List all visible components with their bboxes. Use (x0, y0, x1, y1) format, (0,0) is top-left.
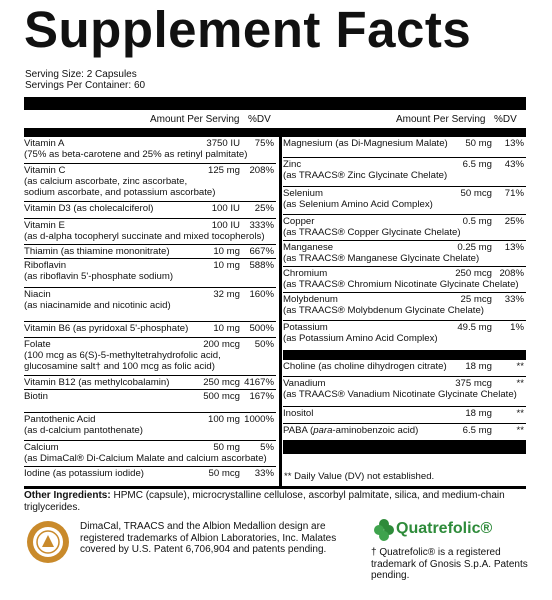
nutrient-amount: 50 mg (213, 442, 240, 453)
nutrient-dv: 1000% (244, 414, 274, 425)
nutrient-row (24, 337, 276, 375)
nutrient-dv: 33% (254, 468, 274, 479)
nutrient-name: Vitamin B12 (as methylcobalamin) (24, 377, 170, 388)
nutrient-name: Vitamin D3 (as cholecalciferol) (24, 203, 154, 214)
panel-bottom-rule (24, 486, 526, 489)
albion-trademark-text: DimaCal, TRAACS and the Albion Medallion design are registered trademarks of Albion Laboratories, Inc. Malates covered by U.S. Patent 6,706,904 and patents pending. (80, 521, 337, 555)
nutrient-dv: 33% (504, 294, 524, 305)
nutrient-amount: 6.5 mg (462, 425, 492, 436)
nutrient-dv: 43% (504, 159, 524, 170)
nutrient-dv: 667% (249, 246, 274, 257)
nutrient-amount: 0.5 mg (462, 216, 492, 227)
nutrient-amount: 125 mg (208, 165, 240, 176)
nutrient-dv: 50% (254, 339, 274, 350)
other-ingredients-text: HPMC (capsule), microcrystalline cellulose, ascorbyl palmitate, silica, and medium-chain triglycerides. (24, 490, 505, 513)
nutrient-row (24, 258, 276, 287)
nutrient-dv: 75% (254, 138, 274, 149)
bottom-divider (283, 440, 526, 454)
nutrient-name: Magnesium (as Di-Magnesium Malate) (283, 138, 448, 149)
nutrient-amount: 49.5 mg (457, 322, 492, 333)
nutrient-dv: ** (516, 378, 524, 389)
nutrient-source: (as Potassium Amino Acid Complex) (283, 333, 438, 344)
nutrient-row (24, 389, 276, 412)
nutrient-row (283, 423, 526, 440)
nutrient-dv: 25% (254, 203, 274, 214)
nutrient-row (283, 157, 526, 186)
nutrient-dv: 333% (249, 220, 274, 231)
section-divider (283, 350, 526, 360)
nutrient-name: Molybdenum (283, 294, 338, 305)
nutrient-dv: ** (516, 361, 524, 372)
nutrient-amount: 50 mcg (208, 468, 240, 479)
nutrient-amount: 100 IU (211, 220, 240, 231)
nutrient-amount: 50 mcg (460, 188, 492, 199)
nutrient-amount: 18 mg (465, 361, 492, 372)
nutrient-name: Vitamin C (24, 165, 66, 176)
nutrient-dv: 208% (249, 165, 274, 176)
nutrient-amount: 500 mcg (203, 391, 240, 402)
nutrient-row (283, 240, 526, 266)
nutrient-amount: 10 mg (213, 323, 240, 334)
quatrefolic-name: Quatrefolic® (396, 520, 493, 537)
nutrient-source: (as TRAACS® Chromium Nicotinate Glycinate Chelate) (283, 279, 519, 290)
nutrient-row (283, 320, 526, 350)
nutrient-name: Calcium (24, 442, 59, 453)
nutrient-name: Inositol (283, 408, 314, 419)
other-ingredients-label: Other Ingredients: (24, 490, 111, 501)
nutrient-row (283, 137, 526, 157)
serving-size: Serving Size: 2 Capsules (25, 69, 137, 80)
nutrient-dv: 167% (249, 391, 274, 402)
nutrient-source: (as Selenium Amino Acid Complex) (283, 199, 433, 210)
nutrient-dv: 160% (249, 289, 274, 300)
nutrient-row (283, 376, 526, 406)
column-divider (279, 129, 282, 487)
nutrient-source: (75% as beta-carotene and 25% as retinyl palmitate) (24, 149, 248, 160)
nutrient-amount: 10 mg (213, 246, 240, 257)
serving-info (25, 69, 145, 91)
nutrient-source: (as TRAACS® Copper Glycinate Chelate) (283, 227, 461, 238)
nutrient-name: Choline (as choline dihydrogen citrate) (283, 361, 447, 372)
nutrient-dv: ** (516, 408, 524, 419)
nutrient-amount: 18 mg (465, 408, 492, 419)
header-divider (24, 128, 526, 137)
nutrient-name: Iodine (as potassium iodide) (24, 468, 144, 479)
nutrient-dv: 71% (504, 188, 524, 199)
nutrient-name: Copper (283, 216, 315, 227)
left-amount-header: Amount Per Serving (150, 114, 240, 125)
nutrient-name: Niacin (24, 289, 51, 300)
right-amount-header: Amount Per Serving (396, 114, 486, 125)
nutrient-amount: 25 mcg (460, 294, 492, 305)
nutrient-amount: 200 mcg (203, 339, 240, 350)
nutrient-row (24, 201, 276, 218)
nutrient-name: Vitamin A (24, 138, 65, 149)
left-dv-header: %DV (248, 114, 271, 125)
nutrient-row (283, 360, 526, 376)
nutrient-name: Chromium (283, 268, 328, 279)
nutrient-amount: 375 mcg (455, 378, 492, 389)
nutrient-row (283, 214, 526, 240)
nutrient-amount: 250 mcg (455, 268, 492, 279)
thick-divider (24, 97, 526, 110)
nutrient-dv: 13% (504, 138, 524, 149)
nutrient-name: Vanadium (283, 378, 326, 389)
nutrient-source: (as TRAACS® Molybdenum Glycinate Chelate) (283, 305, 484, 316)
nutrient-row (24, 375, 276, 389)
nutrient-row (24, 466, 276, 486)
nutrient-amount: 10 mg (213, 260, 240, 271)
nutrient-source-line2: sodium ascorbate, and potassium ascorbate) (24, 187, 216, 198)
nutrient-name: PABA (para-aminobenzoic acid) (283, 425, 419, 436)
nutrient-amount: 32 mg (213, 289, 240, 300)
nutrient-source: (as riboflavin 5'-phosphate sodium) (24, 271, 174, 282)
albion-medallion-icon (26, 520, 70, 564)
nutrient-source: (as TRAACS® Manganese Glycinate Chelate) (283, 253, 480, 264)
nutrient-source: (as d-alpha tocopheryl succinate and mixed tocopherols) (24, 231, 265, 242)
servings-per-container: Servings Per Container: 60 (25, 80, 146, 91)
quatrefolic-note: † Quatrefolic® is a registered trademark of Gnosis S.p.A. Patents pending. (371, 547, 528, 581)
nutrient-row (24, 287, 276, 321)
nutrient-amount: 0.25 mg (457, 242, 492, 253)
nutrient-source: (as calcium ascorbate, zinc ascorbate, (24, 176, 188, 187)
nutrient-name: Zinc (283, 159, 302, 170)
nutrient-row (24, 321, 276, 337)
nutrient-source: (100 mcg as 6(S)-5-methyltetrahydrofolic acid, (24, 350, 221, 361)
nutrient-amount: 100 mg (208, 414, 240, 425)
nutrient-row (24, 163, 276, 201)
nutrient-row (24, 244, 276, 258)
nutrient-name: Thiamin (as thiamine mononitrate) (24, 246, 170, 257)
nutrient-name: Vitamin E (24, 220, 65, 231)
nutrient-dv: 13% (504, 242, 524, 253)
nutrient-source: (as TRAACS® Zinc Glycinate Chelate) (283, 170, 448, 181)
nutrient-amount: 100 IU (211, 203, 240, 214)
nutrient-name: Pantothenic Acid (24, 414, 96, 425)
nutrient-row (24, 137, 276, 163)
nutrient-row (283, 406, 526, 423)
nutrient-dv: 208% (499, 268, 524, 279)
nutrient-name: Selenium (283, 188, 323, 199)
nutrient-dv: ** (516, 425, 524, 436)
nutrient-name: Folate (24, 339, 51, 350)
dv-note: ** Daily Value (DV) not established. (284, 471, 435, 482)
nutrient-dv: 25% (504, 216, 524, 227)
nutrient-source: (as TRAACS® Vanadium Nicotinate Glycinate Chelate) (283, 389, 517, 400)
panel-title: Supplement Facts (24, 1, 472, 58)
nutrient-name: Vitamin B6 (as pyridoxal 5'-phosphate) (24, 323, 189, 334)
nutrient-name: Potassium (283, 322, 328, 333)
right-dv-header: %DV (494, 114, 517, 125)
nutrient-amount: 3750 IU (206, 138, 240, 149)
nutrient-amount: 6.5 mg (462, 159, 492, 170)
nutrient-row (24, 440, 276, 466)
nutrient-row (283, 292, 526, 320)
nutrient-name: Riboflavin (24, 260, 67, 271)
nutrient-amount: 50 mg (465, 138, 492, 149)
nutrient-dv: 5% (260, 442, 274, 453)
nutrient-dv: 588% (249, 260, 274, 271)
nutrient-row (24, 412, 276, 440)
nutrient-dv: 4167% (244, 377, 274, 388)
nutrient-row (283, 266, 526, 292)
nutrient-name: Biotin (24, 391, 48, 402)
nutrient-source: (as niacinamide and nicotinic acid) (24, 300, 171, 311)
nutrient-dv: 500% (249, 323, 274, 334)
nutrient-dv: 1% (510, 322, 524, 333)
nutrient-source: (as d-calcium pantothenate) (24, 425, 143, 436)
nutrient-row (24, 218, 276, 244)
other-ingredients (24, 490, 534, 513)
nutrient-amount: 250 mcg (203, 377, 240, 388)
nutrient-source: (as DimaCal® Di-Calcium Malate and calcium ascorbate) (24, 453, 267, 464)
nutrient-source-line2: glucosamine salt† and 100 mcg as folic acid) (24, 361, 215, 372)
nutrient-row (283, 186, 526, 214)
nutrient-name: Manganese (283, 242, 334, 253)
